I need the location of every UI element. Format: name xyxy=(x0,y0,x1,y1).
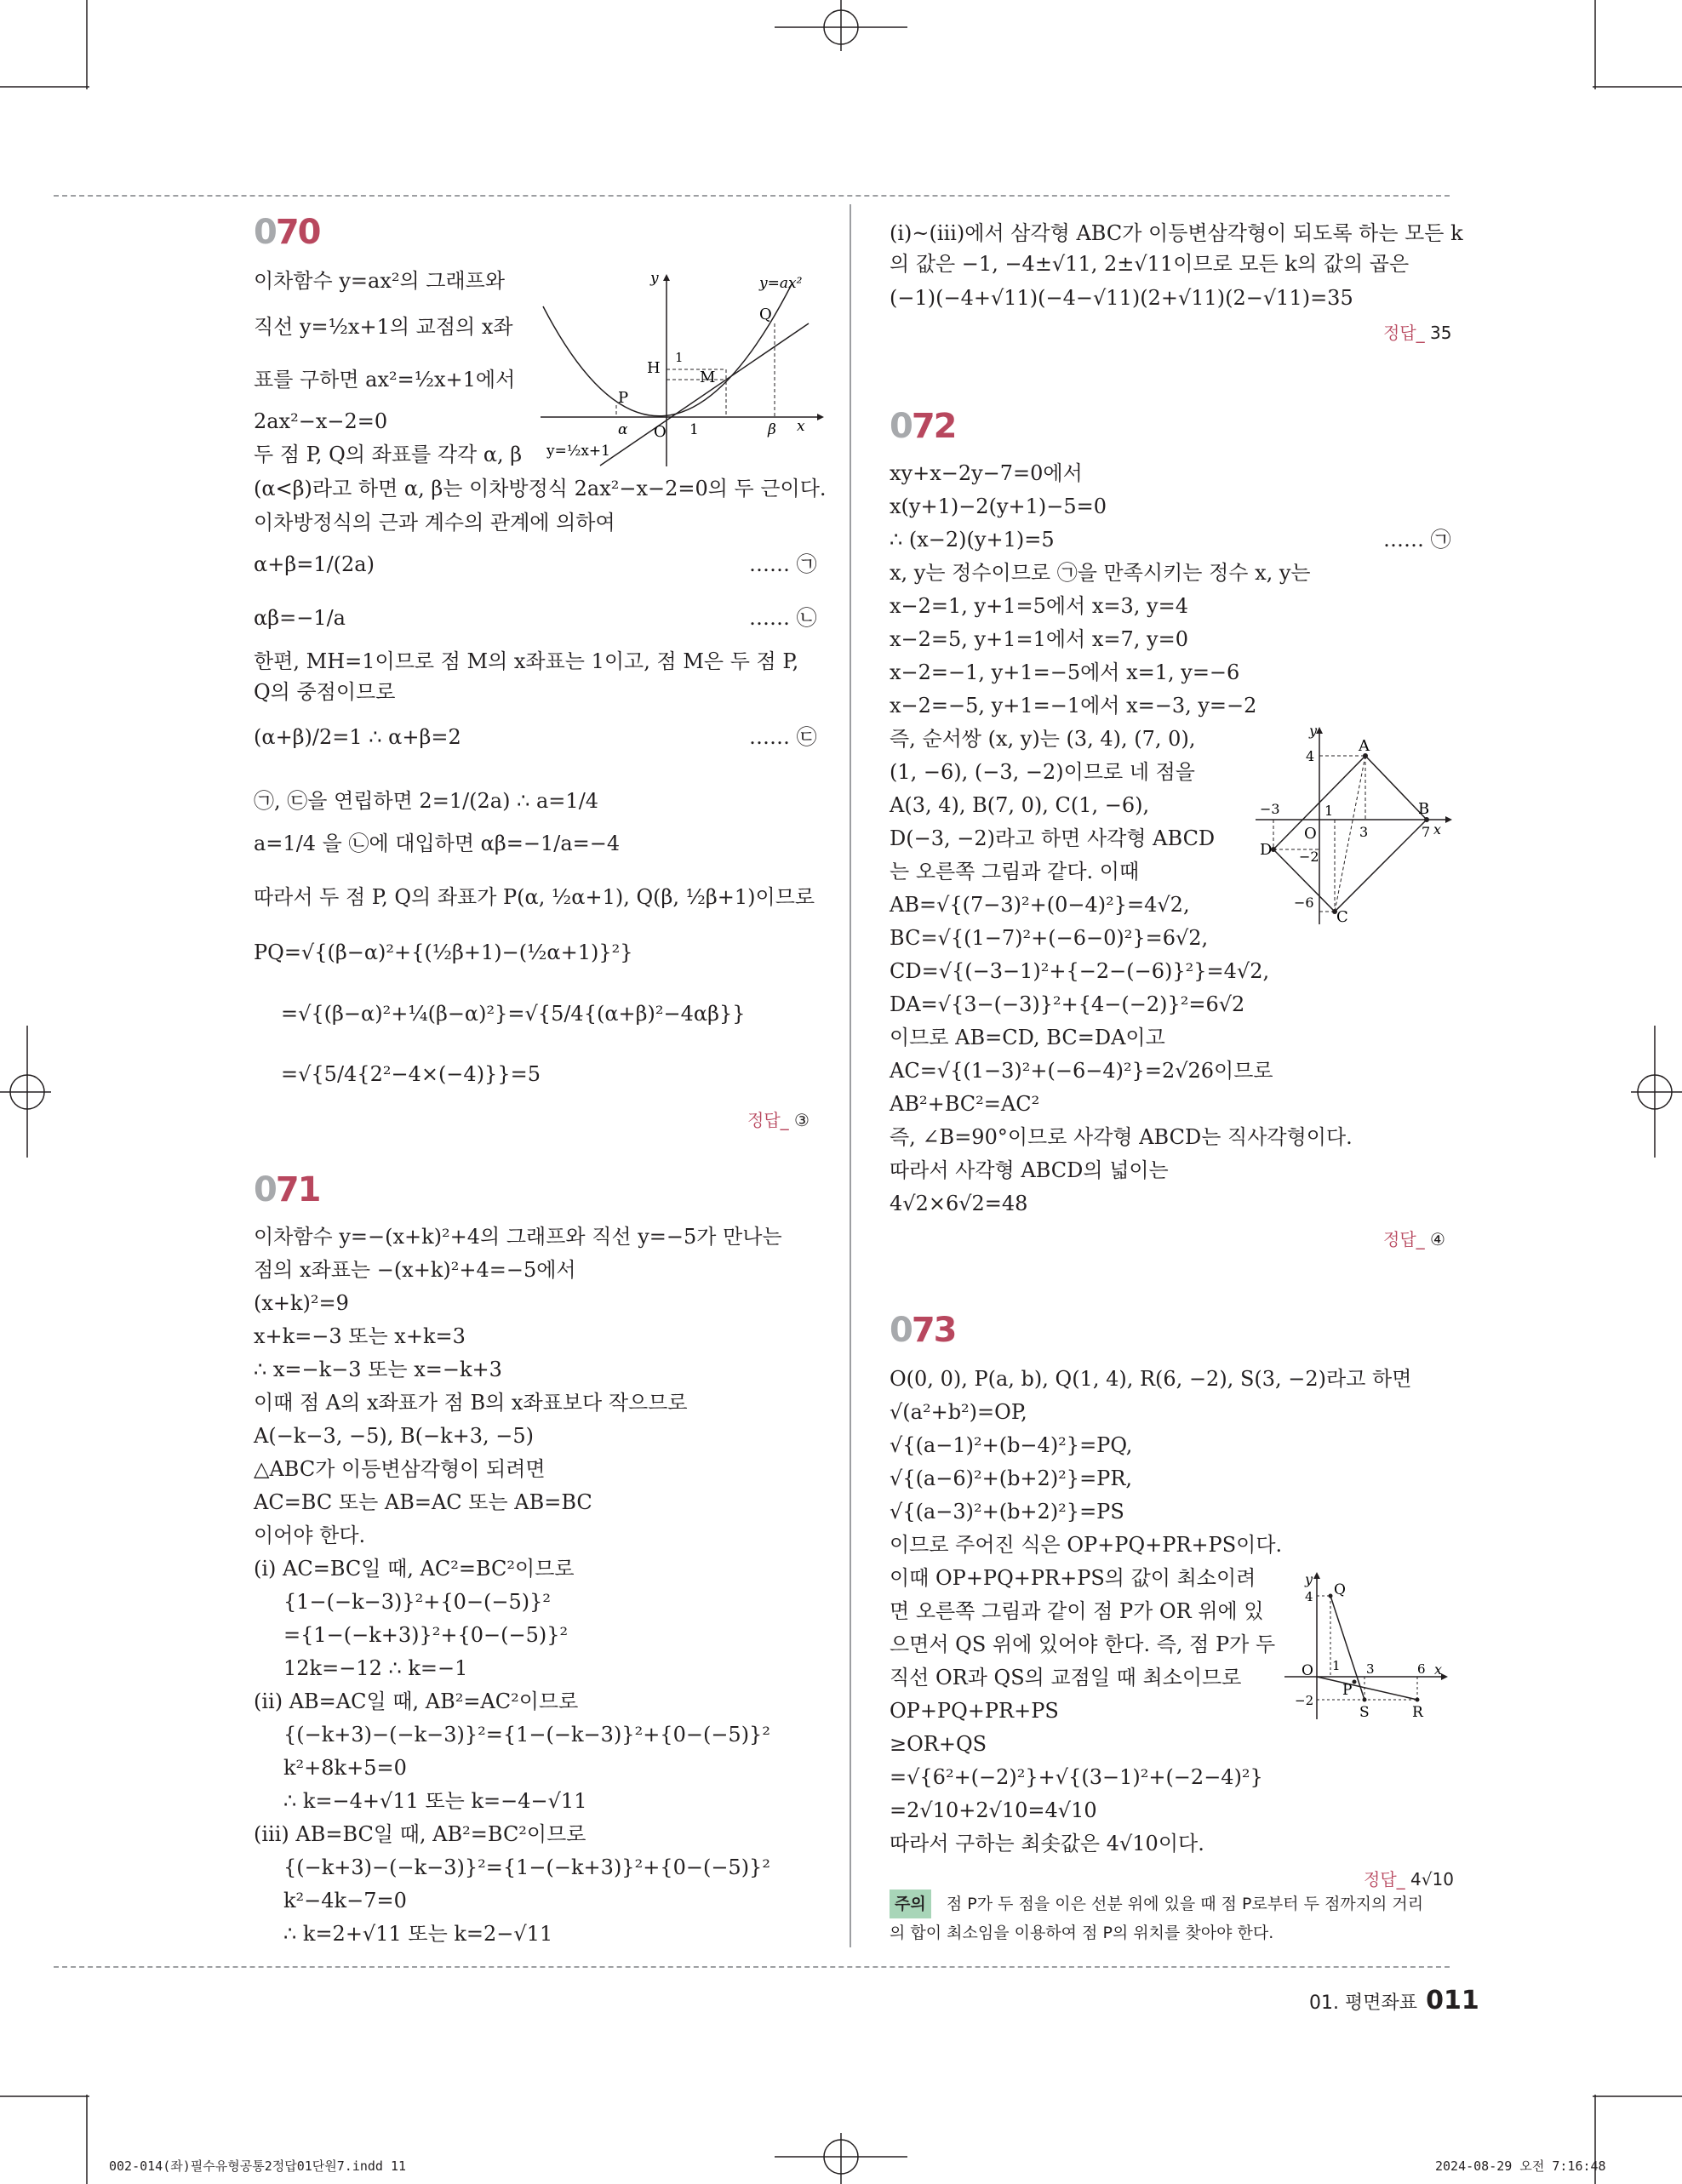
page-footer xyxy=(1309,1986,1479,2015)
column-divider xyxy=(850,204,851,1947)
p070-mark-3: …… ㉢ xyxy=(749,725,817,749)
p070-line: =√{5/4{2²−4×(−4)}}=5 xyxy=(281,1062,541,1086)
p071-line: (ⅱ) AB=AC일 때, AB²=AC²이므로 xyxy=(254,1689,579,1713)
p070-graph-Q: Q xyxy=(759,306,772,323)
p073-graph-Q: Q xyxy=(1334,1581,1346,1598)
p071-line: 이차함수 y=−(x+k)²+4의 그래프와 직선 y=−5가 만나는 xyxy=(254,1225,782,1249)
p072-line: 따라서 사각형 ABCD의 넓이는 xyxy=(890,1158,1169,1182)
p073-graph-P: P xyxy=(1342,1682,1353,1699)
p073-line: √{(a−1)²+(b−4)²}=PQ, xyxy=(890,1433,1133,1457)
p071-line: x+k=−3 또는 x+k=3 xyxy=(254,1324,466,1348)
p071-line: AC=BC 또는 AB=AC 또는 AB=BC xyxy=(254,1490,592,1514)
p072-line: x, y는 정수이므로 ㉠을 만족시키는 정수 x, y는 xyxy=(890,561,1311,585)
p071-line: A(−k−3, −5), B(−k+3, −5) xyxy=(254,1424,535,1448)
p072-line: D(−3, −2)라고 하면 사각형 ABCD xyxy=(890,826,1216,850)
p070-line: 직선 y=½x+1의 교점의 x좌 xyxy=(254,315,513,339)
p070-line: (α+β)/2=1 ∴ α+β=2 xyxy=(254,725,461,749)
p072-graph-tick-1: 1 xyxy=(1324,803,1334,819)
p071-line: △ABC가 이등변삼각형이 되려면 xyxy=(254,1457,546,1481)
p070-line: Q의 중점이므로 xyxy=(254,680,396,704)
p070-graph-one: 1 xyxy=(675,350,684,365)
p071-line: 이때 점 A의 x좌표가 점 B의 x좌표보다 작으므로 xyxy=(254,1391,688,1415)
p073-graph-tick-1: 1 xyxy=(1332,1658,1341,1673)
p072-line: AB²+BC²=AC² xyxy=(890,1092,1040,1116)
p071-line: 이어야 한다. xyxy=(254,1524,366,1547)
p072-graph-tick-m2: −2 xyxy=(1299,849,1319,865)
p072-line: 즉, ∠B=90°이므로 사각형 ABCD는 직사각형이다. xyxy=(890,1125,1353,1149)
p072-answer: 정답_ ④ xyxy=(1383,1229,1445,1249)
p072-graph-C: C xyxy=(1336,908,1348,926)
p072-graph-tick-m3: −3 xyxy=(1260,801,1280,817)
p071-line: (ⅲ) AB=BC일 때, AB²=BC²이므로 xyxy=(254,1822,586,1846)
p070-graph-y: y xyxy=(650,270,659,287)
p071-line: (−1)(−4+√11)(−4−√11)(2+√11)(2−√11)=35 xyxy=(890,286,1353,310)
p070-line: 이차방정식의 근과 계수의 관계에 의하여 xyxy=(254,511,615,535)
p071-line: ∴ k=2+√11 또는 k=2−√11 xyxy=(283,1922,553,1946)
p070-line: a=1/4 을 ㉡에 대입하면 αβ=−1/a=−4 xyxy=(254,832,621,855)
p073-line: 이때 OP+PQ+PR+PS의 값이 최소이려 xyxy=(890,1566,1256,1590)
p071-line: k²−4k−7=0 xyxy=(283,1889,407,1912)
p072-graph-x: x xyxy=(1433,821,1442,838)
note-line-1: 점 P가 두 점을 이은 선분 위에 있을 때 점 P로부터 두 점까지의 거리 xyxy=(946,1895,1424,1913)
p073-line: ≥OR+QS xyxy=(890,1732,987,1756)
file-info: 002-014(좌)필수유형공통2정답01단원7.indd 11 xyxy=(109,2158,407,2174)
p070-line: ㉠, ㉢을 연립하면 2=1/(2a) ∴ a=1/4 xyxy=(254,789,599,813)
p071-line: (ⅰ)~(ⅲ)에서 삼각형 ABC가 이등변삼각형이 되도록 하는 모든 k xyxy=(890,221,1463,245)
p071-answer: 정답_ 35 xyxy=(1383,323,1452,343)
p072-line: BC=√{(1−7)²+(−6−0)²}=6√2, xyxy=(890,926,1209,950)
p072-line: ∴ (x−2)(y+1)=5 xyxy=(890,528,1055,552)
p070-graph-M: M xyxy=(700,369,716,386)
p072-line: x−2=1, y+1=5에서 x=3, y=4 xyxy=(890,594,1188,618)
p070-line: 따라서 두 점 P, Q의 좌표가 P(α, ½α+1), Q(β, ½β+1)이므로 xyxy=(254,885,815,909)
p073-line: 직선 OR과 QS의 교점일 때 최소이므로 xyxy=(890,1666,1242,1689)
p073-answer: 정답_ 4√10 xyxy=(1364,1869,1454,1890)
p070-mark-1: …… ㉠ xyxy=(749,552,817,576)
p072-line: x−2=−5, y+1=−1에서 x=−3, y=−2 xyxy=(890,694,1257,718)
p073-line: O(0, 0), P(a, b), Q(1, 4), R(6, −2), S(3, −2)라고 하면 xyxy=(890,1367,1412,1391)
p071-line: 의 값은 −1, −4±√11, 2±√11이므로 모든 k의 값의 곱은 xyxy=(890,252,1410,276)
p073-line: =2√10+2√10=4√10 xyxy=(890,1798,1097,1822)
p073-line: 따라서 구하는 최솟값은 4√10이다. xyxy=(890,1832,1204,1855)
p070-line: 표를 구하면 ax²=½x+1에서 xyxy=(254,368,516,392)
problem-number-072: 072 xyxy=(890,407,956,446)
page-number: 011 xyxy=(1426,1986,1479,2015)
p071-line: ∴ x=−k−3 또는 x=−k+3 xyxy=(254,1358,502,1381)
p071-line: {1−(−k−3)}²+{0−(−5)}² xyxy=(283,1590,552,1614)
p070-line: (α<β)라고 하면 α, β는 이차방정식 2ax²−x−2=0의 두 근이다. xyxy=(254,477,827,500)
p070-graph-alpha: α xyxy=(618,421,628,438)
p073-line: 면 오른쪽 그림과 같이 점 P가 OR 위에 있 xyxy=(890,1599,1264,1623)
p070-line: 2ax²−x−2=0 xyxy=(254,409,388,433)
timestamp: 2024-08-29 오전 7:16:48 xyxy=(1435,2158,1606,2174)
p073-graph-S: S xyxy=(1359,1704,1370,1721)
p072-graph-O: O xyxy=(1304,825,1317,843)
p072-line: AB=√{(7−3)²+(0−4)²}=4√2, xyxy=(890,893,1190,917)
p073-graph-O: O xyxy=(1302,1662,1313,1679)
p073-line: OP+PQ+PR+PS xyxy=(890,1699,1059,1723)
p070-graph-O: O xyxy=(654,423,667,441)
p073-graph-tick-4: 4 xyxy=(1305,1589,1313,1604)
p073-graph-tick-3: 3 xyxy=(1366,1661,1375,1677)
p070-line: PQ=√{(β−α)²+{(½β+1)−(½α+1)}²} xyxy=(254,940,633,964)
p072-graph-tick-4: 4 xyxy=(1306,748,1315,764)
p070-graph-line-label: y=½x+1 xyxy=(546,443,610,460)
p073-graph xyxy=(1281,1570,1451,1724)
p070-line: αβ=−1/a xyxy=(254,606,346,630)
p072-line: CD=√{(−3−1)²+{−2−(−6)}²}=4√2, xyxy=(890,959,1270,983)
p073-line: √{(a−3)²+(b+2)²}=PS xyxy=(890,1500,1124,1524)
p070-line: 이차함수 y=ax²의 그래프와 xyxy=(254,269,506,293)
p070-graph-H: H xyxy=(647,359,661,377)
p072-graph-tick-3: 3 xyxy=(1359,824,1369,840)
p073-graph-tick-m2: −2 xyxy=(1295,1693,1314,1708)
p073-graph-R: R xyxy=(1412,1704,1423,1721)
p071-line: {(−k+3)−(−k−3)}²={1−(−k+3)}²+{0−(−5)}² xyxy=(283,1855,770,1879)
p071-line: (ⅰ) AC=BC일 때, AC²=BC²이므로 xyxy=(254,1557,575,1581)
p072-line: A(3, 4), B(7, 0), C(1, −6), xyxy=(890,793,1150,817)
p072-graph-y: y xyxy=(1309,723,1318,739)
p072-graph-A: A xyxy=(1359,737,1370,755)
p072-line: AC=√{(1−3)²+(−6−4)²}=2√26이므로 xyxy=(890,1059,1273,1083)
p072-graph-tick-7: 7 xyxy=(1422,824,1431,840)
p070-line: 두 점 P, Q의 좌표를 각각 α, β xyxy=(254,443,523,466)
p070-mark-2: …… ㉡ xyxy=(749,606,817,630)
p070-graph-curve-label: y=ax² xyxy=(759,275,803,292)
p072-graph-D: D xyxy=(1260,841,1273,859)
p071-line: 12k=−12 ∴ k=−1 xyxy=(283,1656,468,1680)
p072-line: x−2=−1, y+1=−5에서 x=1, y=−6 xyxy=(890,660,1240,684)
p070-graph-P: P xyxy=(618,389,629,407)
p071-line: (x+k)²=9 xyxy=(254,1291,349,1315)
p073-graph-x: x xyxy=(1434,1661,1443,1678)
p072-line: 4√2×6√2=48 xyxy=(890,1192,1028,1215)
p073-note xyxy=(890,1890,1423,1947)
p070-line: =√{(β−α)²+¼(β−α)²}=√{5/4{(α+β)²−4αβ}} xyxy=(281,1002,746,1026)
p071-line: {(−k+3)−(−k−3)}²={1−(−k−3)}²+{0−(−5)}² xyxy=(283,1723,770,1747)
p073-graph-y: y xyxy=(1305,1571,1313,1587)
p072-line: 는 오른쪽 그림과 같다. 이때 xyxy=(890,860,1140,883)
p071-line: ∴ k=−4+√11 또는 k=−4−√11 xyxy=(283,1789,587,1813)
p071-line: ={1−(−k+3)}²+{0−(−5)}² xyxy=(283,1623,569,1647)
problem-number-073: 073 xyxy=(890,1311,956,1350)
problem-number-070: 070 xyxy=(254,213,320,252)
p070-graph-x: x xyxy=(797,418,805,435)
bottom-divider xyxy=(54,1966,1450,1968)
p072-line: DA=√{3−(−3)}²+{4−(−2)}²=6√2 xyxy=(890,992,1245,1016)
p072-line: xy+x−2y−7=0에서 xyxy=(890,461,1083,485)
p072-line: 즉, 순서쌍 (x, y)는 (3, 4), (7, 0), xyxy=(890,727,1196,751)
p073-line: √{(a−6)²+(b+2)²}=PR, xyxy=(890,1466,1133,1490)
p073-line: 이므로 주어진 식은 OP+PQ+PR+PS이다. xyxy=(890,1533,1283,1557)
p071-line: k²+8k+5=0 xyxy=(283,1756,407,1780)
p071-line: 점의 x좌표는 −(x+k)²+4=−5에서 xyxy=(254,1258,576,1282)
p072-graph-tick-m6: −6 xyxy=(1294,895,1314,911)
p070-graph-beta: β xyxy=(768,421,776,438)
p072-line: x(y+1)−2(y+1)−5=0 xyxy=(890,495,1107,518)
p070-answer: 정답_ ③ xyxy=(747,1110,810,1130)
p072-graph xyxy=(1251,722,1456,926)
top-divider xyxy=(54,195,1450,197)
chapter-title: 01. 평면좌표 xyxy=(1309,1992,1417,2014)
p073-line: √(a²+b²)=OP, xyxy=(890,1400,1027,1424)
problem-number-071: 071 xyxy=(254,1170,320,1209)
p072-line: 이므로 AB=CD, BC=DA이고 xyxy=(890,1026,1165,1049)
p070-line: 한편, MH=1이므로 점 M의 x좌표는 1이고, 점 M은 두 점 P, xyxy=(254,649,799,673)
p072-mark: …… ㉠ xyxy=(1383,528,1451,552)
p073-line: =√{6²+(−2)²}+√{(3−1)²+(−2−4)²} xyxy=(890,1765,1263,1789)
p070-graph-tick-1: 1 xyxy=(689,421,699,438)
p072-graph-B: B xyxy=(1418,800,1430,818)
p070-graph xyxy=(536,264,826,468)
p072-line: (1, −6), (−3, −2)이므로 네 점을 xyxy=(890,760,1195,784)
p073-graph-tick-6: 6 xyxy=(1417,1661,1426,1677)
p072-line: x−2=5, y+1=1에서 x=7, y=0 xyxy=(890,627,1188,651)
note-tag: 주의 xyxy=(890,1890,931,1918)
note-line-2: 의 합이 최소임을 이용하여 점 P의 위치를 찾아야 한다. xyxy=(890,1924,1274,1942)
p070-line: α+β=1/(2a) xyxy=(254,552,375,576)
p073-line: 으면서 QS 위에 있어야 한다. 즉, 점 P가 두 xyxy=(890,1632,1276,1656)
